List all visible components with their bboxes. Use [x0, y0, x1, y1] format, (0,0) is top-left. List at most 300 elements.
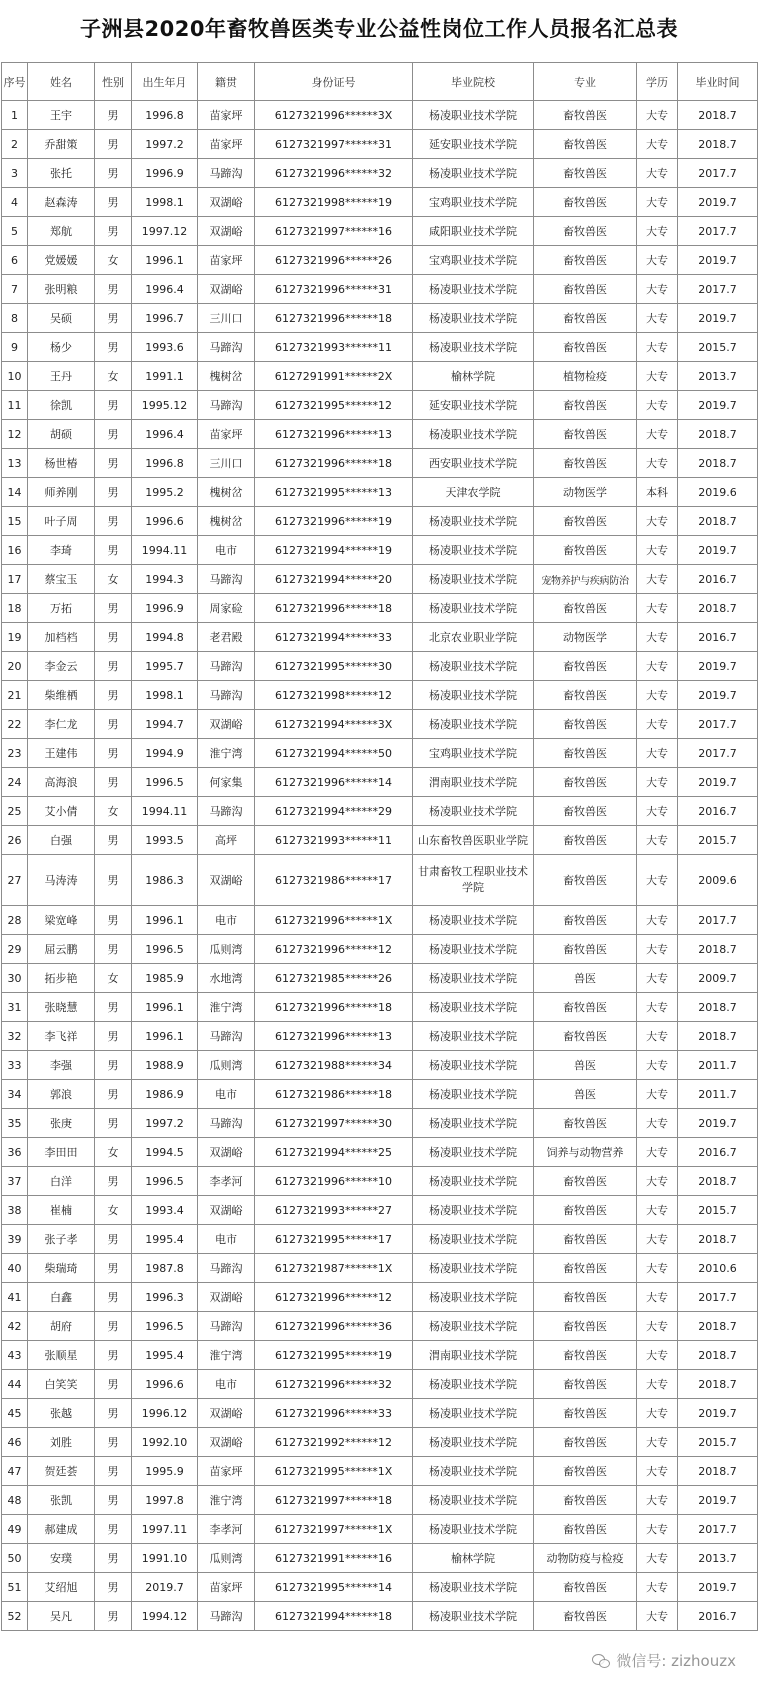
cell-major: 畜牧兽医 — [534, 1341, 637, 1370]
cell-id-number: 6127321994******25 — [255, 1138, 413, 1167]
cell-school: 渭南职业技术学院 — [413, 1341, 534, 1370]
cell-index: 24 — [2, 768, 28, 797]
table-row — [2, 391, 758, 420]
cell-id-number: 6127321997******30 — [255, 1109, 413, 1138]
cell-degree: 大专 — [637, 964, 678, 993]
cell-id-number: 6127321996******12 — [255, 1283, 413, 1312]
cell-school: 杨凌职业技术学院 — [413, 159, 534, 188]
cell-index: 13 — [2, 449, 28, 478]
cell-degree: 大专 — [637, 1225, 678, 1254]
cell-graduation: 2018.7 — [678, 101, 758, 130]
cell-index: 17 — [2, 565, 28, 594]
cell-id-number: 6127321987******1X — [255, 1254, 413, 1283]
cell-school: 杨凌职业技术学院 — [413, 1428, 534, 1457]
cell-name: 李金云 — [28, 652, 95, 681]
table-row — [2, 964, 758, 993]
table-row — [2, 1312, 758, 1341]
cell-origin: 三川口 — [198, 449, 255, 478]
cell-gender: 男 — [95, 1486, 132, 1515]
cell-degree: 大专 — [637, 1573, 678, 1602]
cell-gender: 男 — [95, 1109, 132, 1138]
cell-graduation: 2018.7 — [678, 1167, 758, 1196]
cell-school: 榆林学院 — [413, 1544, 534, 1573]
cell-origin: 瓜则湾 — [198, 1544, 255, 1573]
cell-degree: 大专 — [637, 1370, 678, 1399]
cell-major: 畜牧兽医 — [534, 739, 637, 768]
cell-school: 杨凌职业技术学院 — [413, 710, 534, 739]
cell-name: 梁宽峰 — [28, 906, 95, 935]
cell-index: 21 — [2, 681, 28, 710]
cell-school: 延安职业技术学院 — [413, 130, 534, 159]
table-row — [2, 739, 758, 768]
cell-major: 饲养与动物营养 — [534, 1138, 637, 1167]
cell-birth: 1994.8 — [132, 623, 198, 652]
cell-origin: 双湖峪 — [198, 1138, 255, 1167]
cell-degree: 大专 — [637, 1544, 678, 1573]
table-row — [2, 1109, 758, 1138]
cell-degree: 大专 — [637, 623, 678, 652]
cell-origin: 水地湾 — [198, 964, 255, 993]
cell-gender: 男 — [95, 935, 132, 964]
cell-origin: 双湖峪 — [198, 1428, 255, 1457]
cell-index: 4 — [2, 188, 28, 217]
cell-major: 畜牧兽医 — [534, 993, 637, 1022]
cell-id-number: 6127321997******31 — [255, 130, 413, 159]
cell-major: 畜牧兽医 — [534, 391, 637, 420]
cell-name: 张越 — [28, 1399, 95, 1428]
cell-major: 畜牧兽医 — [534, 101, 637, 130]
col-header-origin: 籍贯 — [198, 63, 255, 101]
cell-graduation: 2018.7 — [678, 1312, 758, 1341]
cell-degree: 大专 — [637, 246, 678, 275]
cell-birth: 1996.1 — [132, 906, 198, 935]
cell-gender: 男 — [95, 1167, 132, 1196]
cell-index: 16 — [2, 536, 28, 565]
cell-degree: 大专 — [637, 1428, 678, 1457]
cell-index: 40 — [2, 1254, 28, 1283]
cell-index: 52 — [2, 1602, 28, 1631]
cell-gender: 男 — [95, 652, 132, 681]
cell-index: 11 — [2, 391, 28, 420]
cell-degree: 大专 — [637, 101, 678, 130]
table-row — [2, 1341, 758, 1370]
cell-major: 畜牧兽医 — [534, 1283, 637, 1312]
cell-major: 畜牧兽医 — [534, 1457, 637, 1486]
cell-graduation: 2018.7 — [678, 1022, 758, 1051]
cell-index: 44 — [2, 1370, 28, 1399]
cell-graduation: 2018.7 — [678, 935, 758, 964]
cell-major: 畜牧兽医 — [534, 826, 637, 855]
cell-degree: 大专 — [637, 449, 678, 478]
cell-origin: 电市 — [198, 536, 255, 565]
cell-origin: 李孝河 — [198, 1515, 255, 1544]
table-row — [2, 623, 758, 652]
table-row — [2, 333, 758, 362]
cell-gender: 男 — [95, 304, 132, 333]
cell-major: 畜牧兽医 — [534, 420, 637, 449]
cell-index: 6 — [2, 246, 28, 275]
cell-birth: 1996.8 — [132, 449, 198, 478]
cell-origin: 马蹄沟 — [198, 1022, 255, 1051]
cell-graduation: 2018.7 — [678, 993, 758, 1022]
cell-gender: 男 — [95, 449, 132, 478]
cell-index: 5 — [2, 217, 28, 246]
cell-name: 万拓 — [28, 594, 95, 623]
cell-origin: 槐树岔 — [198, 362, 255, 391]
cell-id-number: 6127321996******18 — [255, 993, 413, 1022]
cell-index: 7 — [2, 275, 28, 304]
cell-birth: 1993.4 — [132, 1196, 198, 1225]
table-row — [2, 217, 758, 246]
cell-gender: 男 — [95, 391, 132, 420]
watermark-text: 微信号: zizhouzx — [616, 1652, 736, 1670]
cell-index: 42 — [2, 1312, 28, 1341]
cell-name: 李田田 — [28, 1138, 95, 1167]
table-row — [2, 275, 758, 304]
cell-graduation: 2019.7 — [678, 536, 758, 565]
cell-birth: 1996.4 — [132, 275, 198, 304]
cell-degree: 大专 — [637, 1515, 678, 1544]
cell-name: 郑航 — [28, 217, 95, 246]
cell-graduation: 2013.7 — [678, 362, 758, 391]
cell-graduation: 2018.7 — [678, 1341, 758, 1370]
cell-gender: 男 — [95, 594, 132, 623]
cell-graduation: 2019.6 — [678, 478, 758, 507]
cell-birth: 1994.3 — [132, 565, 198, 594]
cell-graduation: 2016.7 — [678, 565, 758, 594]
cell-degree: 大专 — [637, 652, 678, 681]
cell-major: 畜牧兽医 — [534, 1022, 637, 1051]
cell-gender: 男 — [95, 768, 132, 797]
cell-gender: 男 — [95, 1225, 132, 1254]
cell-school: 杨凌职业技术学院 — [413, 681, 534, 710]
cell-graduation: 2013.7 — [678, 1544, 758, 1573]
cell-origin: 马蹄沟 — [198, 652, 255, 681]
cell-degree: 大专 — [637, 710, 678, 739]
cell-origin: 瓜则湾 — [198, 1051, 255, 1080]
cell-origin: 马蹄沟 — [198, 159, 255, 188]
cell-id-number: 6127321996******14 — [255, 768, 413, 797]
cell-name: 柴瑞琦 — [28, 1254, 95, 1283]
cell-school: 杨凌职业技术学院 — [413, 1080, 534, 1109]
cell-name: 张托 — [28, 159, 95, 188]
cell-school: 杨凌职业技术学院 — [413, 1573, 534, 1602]
cell-origin: 李孝河 — [198, 1167, 255, 1196]
cell-gender: 男 — [95, 1370, 132, 1399]
cell-school: 北京农业职业学院 — [413, 623, 534, 652]
cell-degree: 大专 — [637, 130, 678, 159]
cell-id-number: 6127321993******11 — [255, 333, 413, 362]
cell-origin: 槐树岔 — [198, 478, 255, 507]
cell-name: 高海浪 — [28, 768, 95, 797]
cell-index: 45 — [2, 1399, 28, 1428]
cell-id-number: 6127321997******18 — [255, 1486, 413, 1515]
cell-origin: 双湖峪 — [198, 855, 255, 906]
cell-id-number: 6127321996******36 — [255, 1312, 413, 1341]
table-row — [2, 565, 758, 594]
table-row — [2, 1225, 758, 1254]
table-row — [2, 594, 758, 623]
cell-index: 12 — [2, 420, 28, 449]
cell-graduation: 2019.7 — [678, 1486, 758, 1515]
cell-name: 张凯 — [28, 1486, 95, 1515]
cell-birth: 1988.9 — [132, 1051, 198, 1080]
cell-degree: 大专 — [637, 826, 678, 855]
table-row — [2, 935, 758, 964]
cell-name: 蔡宝玉 — [28, 565, 95, 594]
cell-major: 畜牧兽医 — [534, 797, 637, 826]
cell-index: 39 — [2, 1225, 28, 1254]
cell-major: 畜牧兽医 — [534, 159, 637, 188]
cell-degree: 大专 — [637, 362, 678, 391]
header-row — [2, 63, 758, 101]
cell-degree: 大专 — [637, 855, 678, 906]
cell-id-number: 6127321997******16 — [255, 217, 413, 246]
cell-major: 畜牧兽医 — [534, 1486, 637, 1515]
cell-school: 山东畜牧兽医职业学院 — [413, 826, 534, 855]
cell-major: 畜牧兽医 — [534, 1225, 637, 1254]
cell-name: 胡府 — [28, 1312, 95, 1341]
cell-origin: 双湖峪 — [198, 1399, 255, 1428]
cell-id-number: 6127321988******34 — [255, 1051, 413, 1080]
table-row — [2, 993, 758, 1022]
cell-graduation: 2019.7 — [678, 652, 758, 681]
cell-school: 杨凌职业技术学院 — [413, 1109, 534, 1138]
cell-degree: 大专 — [637, 768, 678, 797]
table-row — [2, 1602, 758, 1631]
cell-origin: 马蹄沟 — [198, 1312, 255, 1341]
cell-gender: 女 — [95, 1196, 132, 1225]
cell-name: 白笑笑 — [28, 1370, 95, 1399]
cell-school: 杨凌职业技术学院 — [413, 1457, 534, 1486]
table-row — [2, 1167, 758, 1196]
cell-school: 杨凌职业技术学院 — [413, 1254, 534, 1283]
cell-school: 杨凌职业技术学院 — [413, 101, 534, 130]
cell-origin: 马蹄沟 — [198, 1109, 255, 1138]
cell-degree: 大专 — [637, 797, 678, 826]
cell-birth: 1996.5 — [132, 1312, 198, 1341]
cell-index: 27 — [2, 855, 28, 906]
cell-origin: 瓜则湾 — [198, 935, 255, 964]
cell-birth: 1996.6 — [132, 1370, 198, 1399]
cell-graduation: 2019.7 — [678, 681, 758, 710]
cell-degree: 大专 — [637, 1341, 678, 1370]
cell-degree: 大专 — [637, 565, 678, 594]
cell-school: 宝鸡职业技术学院 — [413, 739, 534, 768]
cell-index: 19 — [2, 623, 28, 652]
cell-id-number: 6127321996******32 — [255, 159, 413, 188]
cell-origin: 何家集 — [198, 768, 255, 797]
cell-major: 兽医 — [534, 964, 637, 993]
table-row — [2, 1283, 758, 1312]
cell-birth: 1994.11 — [132, 536, 198, 565]
cell-major: 畜牧兽医 — [534, 1428, 637, 1457]
cell-degree: 大专 — [637, 993, 678, 1022]
cell-origin: 三川口 — [198, 304, 255, 333]
cell-name: 吴硕 — [28, 304, 95, 333]
table-row — [2, 1370, 758, 1399]
cell-birth: 2019.7 — [132, 1573, 198, 1602]
cell-id-number: 6127321994******29 — [255, 797, 413, 826]
cell-graduation: 2018.7 — [678, 1370, 758, 1399]
cell-graduation: 2017.7 — [678, 275, 758, 304]
cell-origin: 电市 — [198, 1370, 255, 1399]
cell-graduation: 2018.7 — [678, 1225, 758, 1254]
cell-gender: 男 — [95, 1457, 132, 1486]
cell-major: 畜牧兽医 — [534, 333, 637, 362]
cell-graduation: 2016.7 — [678, 1138, 758, 1167]
cell-index: 50 — [2, 1544, 28, 1573]
cell-school: 杨凌职业技术学院 — [413, 1022, 534, 1051]
cell-name: 张晓慧 — [28, 993, 95, 1022]
cell-id-number: 6127321985******26 — [255, 964, 413, 993]
cell-origin: 苗家坪 — [198, 1573, 255, 1602]
cell-graduation: 2009.6 — [678, 855, 758, 906]
cell-graduation: 2018.7 — [678, 130, 758, 159]
table-row — [2, 188, 758, 217]
cell-degree: 大专 — [637, 1486, 678, 1515]
cell-gender: 男 — [95, 1341, 132, 1370]
cell-school: 杨凌职业技术学院 — [413, 1486, 534, 1515]
cell-birth: 1996.12 — [132, 1399, 198, 1428]
table-row — [2, 1486, 758, 1515]
cell-degree: 大专 — [637, 1196, 678, 1225]
cell-name: 王宇 — [28, 101, 95, 130]
cell-birth: 1996.1 — [132, 1022, 198, 1051]
cell-school: 杨凌职业技术学院 — [413, 1515, 534, 1544]
cell-degree: 大专 — [637, 304, 678, 333]
cell-name: 乔甜策 — [28, 130, 95, 159]
cell-school: 宝鸡职业技术学院 — [413, 246, 534, 275]
cell-origin: 苗家坪 — [198, 101, 255, 130]
cell-name: 艾绍旭 — [28, 1573, 95, 1602]
cell-graduation: 2011.7 — [678, 1080, 758, 1109]
cell-gender: 男 — [95, 1283, 132, 1312]
cell-index: 10 — [2, 362, 28, 391]
cell-gender: 男 — [95, 536, 132, 565]
cell-name: 师养刚 — [28, 478, 95, 507]
cell-school: 甘肃畜牧工程职业技术学院 — [413, 855, 534, 906]
cell-major: 畜牧兽医 — [534, 1254, 637, 1283]
table-row — [2, 652, 758, 681]
cell-id-number: 6127321998******12 — [255, 681, 413, 710]
cell-origin: 马蹄沟 — [198, 565, 255, 594]
cell-major: 畜牧兽医 — [534, 1109, 637, 1138]
cell-degree: 大专 — [637, 906, 678, 935]
cell-major: 畜牧兽医 — [534, 681, 637, 710]
applicant-table — [1, 62, 758, 1631]
cell-school: 杨凌职业技术学院 — [413, 935, 534, 964]
cell-degree: 大专 — [637, 420, 678, 449]
cell-school: 杨凌职业技术学院 — [413, 536, 534, 565]
cell-gender: 男 — [95, 507, 132, 536]
cell-degree: 大专 — [637, 739, 678, 768]
cell-gender: 男 — [95, 906, 132, 935]
cell-school: 宝鸡职业技术学院 — [413, 188, 534, 217]
cell-degree: 大专 — [637, 1167, 678, 1196]
cell-birth: 1996.7 — [132, 304, 198, 333]
cell-id-number: 6127321996******26 — [255, 246, 413, 275]
cell-graduation: 2015.7 — [678, 333, 758, 362]
cell-origin: 苗家坪 — [198, 246, 255, 275]
cell-origin: 苗家坪 — [198, 130, 255, 159]
cell-id-number: 6127321991******16 — [255, 1544, 413, 1573]
cell-name: 安璞 — [28, 1544, 95, 1573]
cell-birth: 1995.7 — [132, 652, 198, 681]
cell-graduation: 2015.7 — [678, 1428, 758, 1457]
cell-origin: 双湖峪 — [198, 1283, 255, 1312]
cell-graduation: 2016.7 — [678, 1602, 758, 1631]
cell-name: 叶子周 — [28, 507, 95, 536]
cell-graduation: 2019.7 — [678, 304, 758, 333]
cell-origin: 高坪 — [198, 826, 255, 855]
cell-major: 植物检疫 — [534, 362, 637, 391]
table-row — [2, 1399, 758, 1428]
page-title: 子洲县2020年畜牧兽医类专业公益性岗位工作人员报名汇总表 — [80, 17, 678, 41]
cell-graduation: 2018.7 — [678, 1457, 758, 1486]
cell-major: 畜牧兽医 — [534, 855, 637, 906]
cell-index: 41 — [2, 1283, 28, 1312]
table-row — [2, 1457, 758, 1486]
cell-major: 畜牧兽医 — [534, 507, 637, 536]
cell-gender: 男 — [95, 130, 132, 159]
wechat-icon — [592, 1653, 610, 1669]
cell-major: 畜牧兽医 — [534, 652, 637, 681]
cell-major: 畜牧兽医 — [534, 1312, 637, 1341]
cell-gender: 男 — [95, 1544, 132, 1573]
table-row — [2, 1022, 758, 1051]
cell-birth: 1998.1 — [132, 188, 198, 217]
table-row — [2, 1428, 758, 1457]
cell-birth: 1995.12 — [132, 391, 198, 420]
cell-school: 杨凌职业技术学院 — [413, 594, 534, 623]
cell-origin: 电市 — [198, 1080, 255, 1109]
table-row — [2, 1515, 758, 1544]
cell-degree: 大专 — [637, 1022, 678, 1051]
cell-index: 9 — [2, 333, 28, 362]
table-row — [2, 768, 758, 797]
cell-birth: 1995.4 — [132, 1341, 198, 1370]
cell-index: 31 — [2, 993, 28, 1022]
cell-name: 王丹 — [28, 362, 95, 391]
cell-graduation: 2017.7 — [678, 739, 758, 768]
cell-name: 党媛媛 — [28, 246, 95, 275]
cell-name: 李飞祥 — [28, 1022, 95, 1051]
cell-gender: 男 — [95, 623, 132, 652]
cell-degree: 大专 — [637, 1399, 678, 1428]
cell-origin: 双湖峪 — [198, 188, 255, 217]
cell-major: 畜牧兽医 — [534, 246, 637, 275]
cell-origin: 老君殿 — [198, 623, 255, 652]
table-row — [2, 101, 758, 130]
table-row — [2, 1196, 758, 1225]
cell-index: 48 — [2, 1486, 28, 1515]
cell-school: 杨凌职业技术学院 — [413, 797, 534, 826]
cell-index: 47 — [2, 1457, 28, 1486]
cell-id-number: 6127321994******19 — [255, 536, 413, 565]
cell-birth: 1995.2 — [132, 478, 198, 507]
col-header-major: 专业 — [534, 63, 637, 101]
cell-gender: 男 — [95, 101, 132, 130]
cell-graduation: 2017.7 — [678, 906, 758, 935]
cell-school: 杨凌职业技术学院 — [413, 1283, 534, 1312]
cell-gender: 男 — [95, 1080, 132, 1109]
cell-major: 畜牧兽医 — [534, 275, 637, 304]
cell-name: 李强 — [28, 1051, 95, 1080]
cell-gender: 男 — [95, 1573, 132, 1602]
cell-origin: 淮宁湾 — [198, 993, 255, 1022]
cell-birth: 1996.9 — [132, 159, 198, 188]
